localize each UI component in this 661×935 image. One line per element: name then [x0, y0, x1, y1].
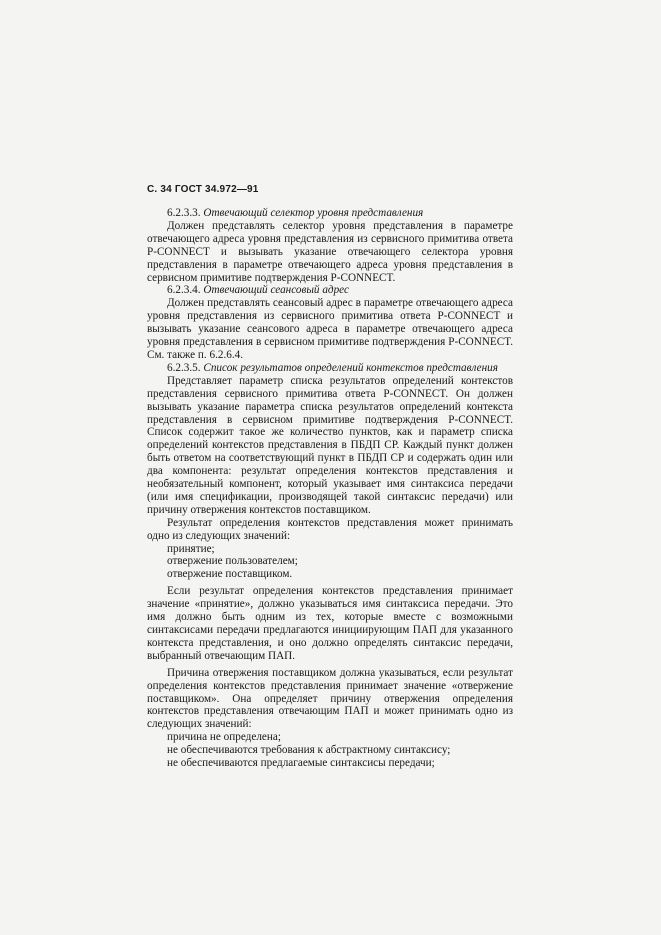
- paragraph: Должен представлять сеансовый адрес в параметре отвечающего адреса уровня представления из сервисного примитива ответа P-CONNECT и вызывать указание сеансового адреса в параметре отвечающего адреса уровня представления в сервисном примитиве подтверждения P-CONNECT. См. также п. 6.2.6.4.: [147, 297, 513, 361]
- document-body: [147, 207, 513, 770]
- section-number: 6.2.3.4.: [167, 284, 201, 297]
- paragraph: Представляет параметр списка результатов определений контекстов представления сервисного примитива ответа P-CONNECT. Он должен вызывать указание параметра списка результатов определений контекста представления в сервисном примитиве подтверждения P-CONNECT. Список содержит такое же количество пунктов, как и параметр списка определений контекстов представления в ПБДП СР. Каждый пункт должен быть ответом на соответствующий пункт в ПБДП СР и содержать один или два компонента: результат определения контекстов представления и необязательный компонент, который указывает имя синтаксиса передачи (или имя спецификации, производящей такой синтаксис передачи) или причину отвержения контекстов поставщиком.: [147, 374, 513, 516]
- list-item: не обеспечиваются требования к абстрактному синтаксису;: [167, 744, 451, 757]
- list-item: отвержение пользователем;: [167, 555, 298, 568]
- page-header: С. 34 ГОСТ 34.972—91: [147, 184, 259, 195]
- section-number: 6.2.3.3.: [167, 207, 201, 219]
- section-heading-6-2-3-5: [147, 362, 513, 375]
- section-title: Отвечающий селектор уровня представления: [203, 207, 424, 219]
- section-title: Список результатов определений контекстов представления: [203, 361, 498, 374]
- section-heading-6-2-3-4: [147, 284, 513, 297]
- list-item: принятие;: [167, 542, 215, 555]
- list-item: отвержение поставщиком.: [167, 568, 293, 581]
- paragraph: Если результат определения контекстов представления принимает значение «принятие», должно указываться имя синтаксиса передачи. Это имя должно быть одним из тех, которые вместе с возможными синтаксисами передачи предлагаются инициирующим ПАП для указанного контекста представления, и оно должно определять синтаксис передачи, выбранный отвечающим ПАП.: [147, 585, 513, 662]
- list-item: причина не определена;: [167, 731, 281, 744]
- paragraph: Должен представлять селектор уровня представления в параметре отвечающего адреса уровня представления из сервисного примитива ответа P-CONNECT и вызывать указание отвечающего селектора уровня представления в параметре отвечающего адреса уровня представления в сервисном примитиве подтверждения P-CONNECT.: [147, 219, 513, 284]
- list-item: не обеспечиваются предлагаемые синтаксисы передачи;: [167, 757, 435, 770]
- paragraph: Причина отвержения поставщиком должна указываться, если результат определения контекстов представления принимает значение «отвержение поставщиком». Она определяет причину отвержения определения контекстов представления отвечающим ПАП и может принимать одно из следующих значений:: [147, 666, 513, 731]
- section-title: Отвечающий сеансовый адрес: [203, 284, 349, 297]
- paragraph: Результат определения контекстов представления может принимать одно из следующих значений:: [147, 516, 513, 542]
- section-number: 6.2.3.5.: [167, 361, 201, 374]
- section-heading-6-2-3-3: [147, 207, 513, 220]
